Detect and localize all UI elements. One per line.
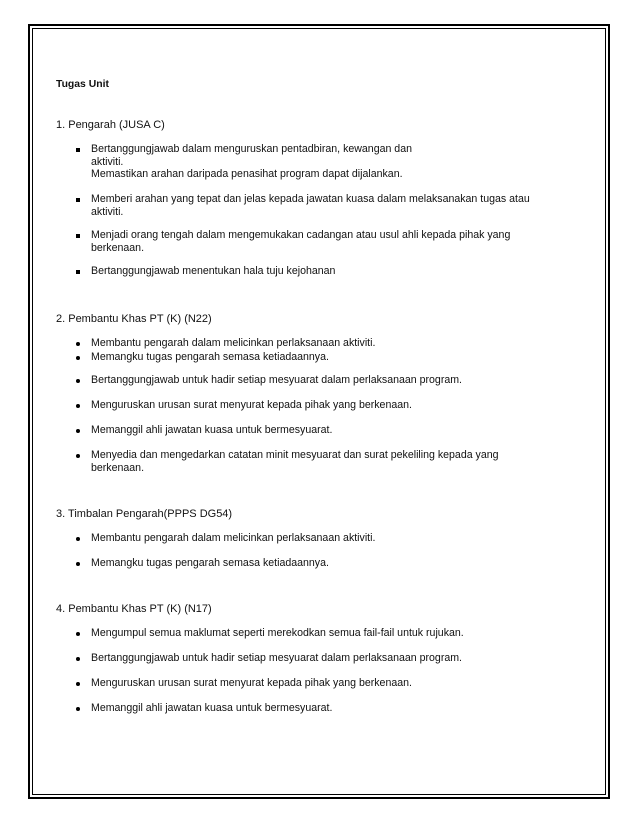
bullet-icon (76, 404, 80, 408)
item-line: Bertanggungjawab untuk hadir setiap mesyuarat dalam perlaksanaan program. (91, 374, 463, 386)
item-line: Bertanggungjawab menentukan hala tuju kejohanan (91, 265, 336, 277)
bullet-icon (76, 562, 80, 566)
bullet-icon (76, 379, 80, 383)
bullet-icon (76, 234, 80, 238)
item-line: Menguruskan urusan surat menyurat kepada pihak yang berkenaan. (91, 677, 412, 689)
item-line: Memangku tugas pengarah semasa ketiadaannya. (91, 351, 329, 363)
bullet-icon (76, 148, 80, 152)
item-line: Membantu pengarah dalam melicinkan perlaksanaan aktiviti. (91, 532, 376, 544)
item-line: berkenaan. (91, 241, 145, 254)
item-line: Memangku tugas pengarah semasa ketiadaannya. (91, 557, 329, 569)
item-line: Membantu pengarah dalam melicinkan perlaksanaan aktiviti. (91, 337, 376, 349)
section-title: 1. Pengarah (JUSA C) (56, 119, 165, 131)
section-title: 2. Pembantu Khas PT (K) (N22) (56, 313, 212, 325)
bullet-icon (76, 657, 80, 661)
section-title: 4. Pembantu Khas PT (K) (N17) (56, 603, 212, 615)
bullet-icon (76, 342, 80, 346)
bullet-icon (76, 454, 80, 458)
bullet-icon (76, 682, 80, 686)
item-line: Bertanggungjawab untuk hadir setiap mesyuarat dalam perlaksanaan program. (91, 652, 463, 664)
item-line: Memberi arahan yang tepat dan jelas kepada jawatan kuasa dalam melaksanakan tugas atau (91, 193, 530, 205)
item-line: Menjadi orang tengah dalam mengemukakan cadangan atau usul ahli kepada pihak yang (91, 229, 511, 241)
bullet-icon (76, 707, 80, 711)
bullet-icon (76, 429, 80, 433)
bullet-icon (76, 356, 80, 360)
bullet-icon (76, 198, 80, 202)
item-line: Memanggil ahli jawatan kuasa untuk bermesyuarat. (91, 424, 333, 436)
bullet-icon (76, 632, 80, 636)
item-line: aktiviti. (91, 205, 124, 218)
section-title: 3. Timbalan Pengarah(PPPS DG54) (56, 508, 233, 520)
item-line: Memastikan arahan daripada penasihat program dapat dijalankan. (91, 168, 403, 181)
page-heading: Tugas Unit (56, 79, 109, 90)
item-line: Bertanggungjawab dalam menguruskan pentadbiran, kewangan dan (91, 143, 412, 155)
item-line: berkenaan. (91, 461, 145, 474)
item-line: Menyedia dan mengedarkan catatan minit mesyuarat dan surat pekeliling kepada yang (91, 449, 499, 461)
item-line: aktiviti. (91, 155, 124, 168)
bullet-icon (76, 270, 80, 274)
item-line: Menguruskan urusan surat menyurat kepada pihak yang berkenaan. (91, 399, 412, 411)
bullet-icon (76, 537, 80, 541)
item-line: Memanggil ahli jawatan kuasa untuk bermesyuarat. (91, 702, 333, 714)
item-line: Mengumpul semua maklumat seperti merekodkan semua fail-fail untuk rujukan. (91, 627, 464, 639)
